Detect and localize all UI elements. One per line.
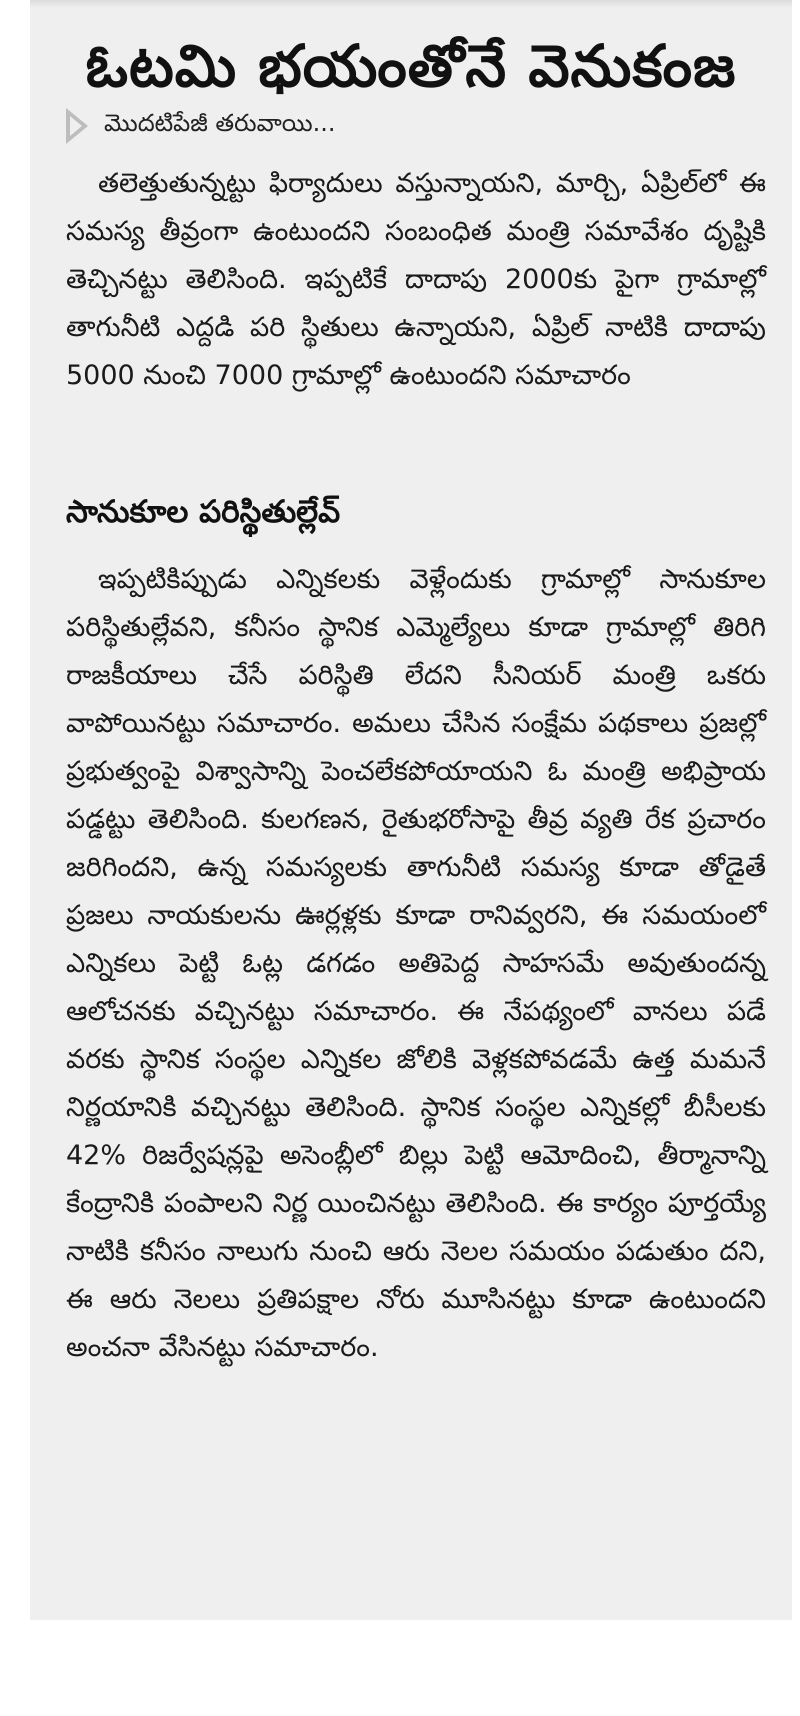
continued-from-label: మొదటిపేజీ తరువాయి... [104, 109, 336, 137]
continued-from-line [66, 106, 336, 146]
article-paragraph-2: ఇప్పటికిప్పుడు ఎన్నికలకు వెళ్లేందుకు గ్రామాల్లో సానుకూల పరిస్థితుల్లేవని, కనీసం స్థానిక ఎమ్మెల్యేలు కూడా గ్రామాల్లో తిరిగి రాజకీయాలు చేసే పరిస్థితి లేదని సీనియర్ మంత్రి ఒకరు వాపోయినట్టు సమాచారం. అమలు చేసిన సంక్షేమ పథకాలు ప్రజల్లో ప్రభుత్వంపై విశ్వాసాన్ని పెంచలేకపోయాయని ఓ మంత్రి అభిప్రాయ పడ్డట్టు తెలిసింది. కులగణన, రైతుభరోసాపై తీవ్ర వ్యతి రేక ప్రచారం జరిగిందని, ఉన్న సమస్యలకు తాగునీటి సమస్య కూడా తోడైతే ప్రజలు నాయకులను ఊర్లళ్లకు కూడా రానివ్వరని, ఈ సమయంలో ఎన్నికలు పెట్టి ఓట్ల డగడం అతిపెద్ద సాహసమే అవుతుందన్న ఆలోచనకు వచ్చినట్టు సమాచారం. ఈ నేపథ్యంలో వానలు పడే వరకు స్థానిక సంస్థల ఎన్నికల జోలికి వెళ్లకపోవడమే ఉత్త మమనే నిర్ణయానికి వచ్చినట్టు తెలిసింది. స్థానిక సంస్థల ఎన్నికల్లో బీసీలకు 42% రిజర్వేషన్లపై అసెంబ్లీలో బిల్లు పెట్టి ఆమోదించి, తీర్మానాన్ని కేంద్రానికి పంపాలని నిర్ణ యించినట్టు తెలిసింది. ఈ కార్యం పూర్తయ్యే నాటికి కనీసం నాలుగు నుంచి ఆరు నెలల సమయం పడుతుం దని, ఈ ఆరు నెలలు ప్రతిపక్షాల నోరు మూసినట్టు కూడా ఉంటుందని అంచనా వేసినట్టు సమాచారం. [66, 564, 766, 1363]
article-paragraph-1: తలెత్తుతున్నట్టు ఫిర్యాదులు వస్తున్నాయని, మార్చి, ఏప్రిల్‌లో ఈ సమస్య తీవ్రంగా ఉంటుందని సంబంధిత మంత్రి సమావేశం దృష్టికి తెచ్చినట్టు తెలిసింది. ఇప్పటికే దాదాపు 2000కు పైగా గ్రామాల్లో తాగునీటి ఎద్దడి పరి స్థితులు ఉన్నాయని, ఏప్రిల్ నాటికి దాదాపు 5000 నుంచి 7000 గ్రామాల్లో ఉంటుందని సమాచారం [66, 168, 766, 391]
play-arrow-icon [66, 108, 88, 144]
article-subheading: సానుకూల పరిస్థితుల్లేవ్ [66, 494, 341, 530]
article-headline: ఓటమి భయంతోనే వెనుకంజ [85, 32, 737, 100]
newspaper-clipping [30, 0, 792, 1620]
clipping-top-edge [30, 0, 792, 8]
